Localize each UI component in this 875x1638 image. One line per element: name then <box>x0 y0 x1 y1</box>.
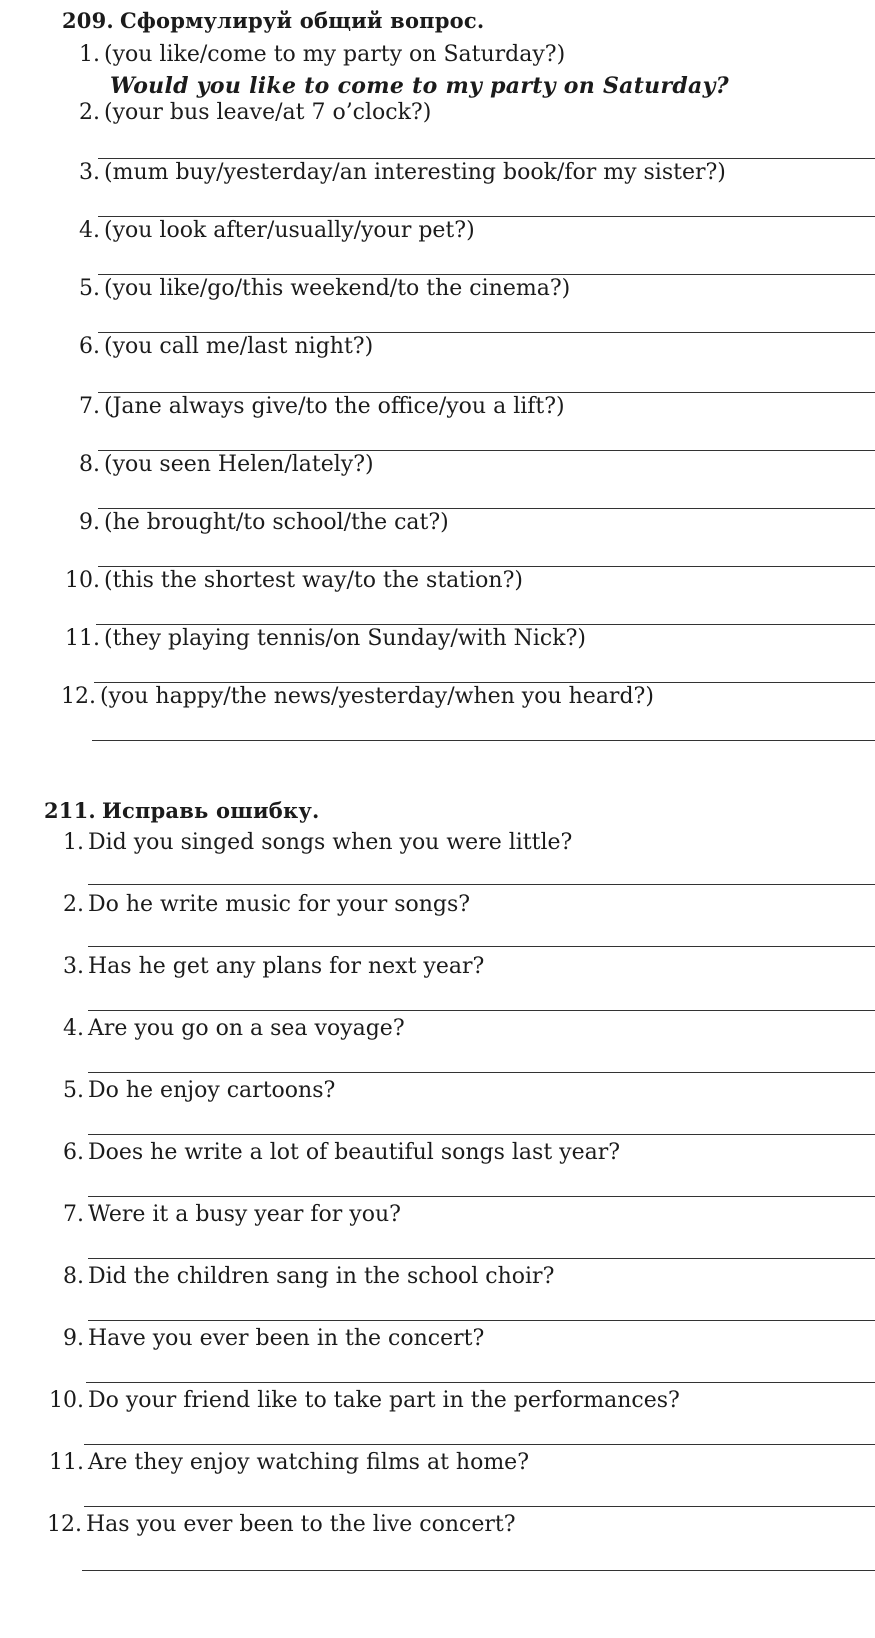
ex209-example-answer: Would you like to come to my party on Saturday? <box>110 73 729 99</box>
item-number: 6. <box>79 334 100 359</box>
ex209-answer-line-10[interactable] <box>96 624 875 625</box>
item-number: 12. <box>47 1512 82 1537</box>
ex211-answer-line-7[interactable] <box>88 1258 875 1259</box>
ex209-answer-line-9[interactable] <box>98 566 875 567</box>
ex211-answer-line-9[interactable] <box>86 1382 875 1383</box>
ex211-item-1 <box>54 830 572 856</box>
ex211-answer-line-1[interactable] <box>88 884 875 885</box>
item-text: Do he write music for your songs? <box>88 892 471 917</box>
ex211-answer-line-2[interactable] <box>88 946 875 947</box>
item-number: 9. <box>63 1326 84 1351</box>
item-text: Does he write a lot of beautiful songs last year? <box>88 1140 621 1165</box>
ex209-answer-line-8[interactable] <box>98 508 875 509</box>
item-number: 11. <box>49 1450 84 1475</box>
item-text: (mum buy/yesterday/an interesting book/for my sister?) <box>104 160 726 185</box>
ex211-item-4 <box>54 1016 405 1042</box>
ex209-item-6 <box>70 334 373 360</box>
item-text: Are they enjoy watching films at home? <box>88 1450 529 1475</box>
item-text: (your bus leave/at 7 o’clock?) <box>104 100 432 125</box>
item-number: 8. <box>79 452 100 477</box>
ex211-item-7 <box>54 1202 401 1228</box>
item-text: Do your friend like to take part in the performances? <box>88 1388 680 1413</box>
item-text: Do he enjoy cartoons? <box>88 1078 336 1103</box>
ex211-item-10 <box>34 1388 680 1414</box>
item-text: Did the children sang in the school choir? <box>88 1264 555 1289</box>
ex209-answer-line-7[interactable] <box>98 450 875 451</box>
item-number: 12. <box>61 684 96 709</box>
item-number: 2. <box>79 100 100 125</box>
item-number: 7. <box>79 394 100 419</box>
ex209-answer-line-12[interactable] <box>92 740 875 741</box>
ex209-item-9 <box>70 510 449 536</box>
exercise-209-number: 209. <box>62 8 114 33</box>
item-number: 7. <box>63 1202 84 1227</box>
exercise-211-title: Исправь ошибку. <box>101 798 320 823</box>
ex211-item-11 <box>34 1450 529 1476</box>
exercise-209-title: Сформулируй общий вопрос. <box>119 8 485 33</box>
exercise-209-heading <box>62 8 484 33</box>
ex209-answer-line-11[interactable] <box>94 682 875 683</box>
ex211-item-3 <box>54 954 484 980</box>
item-text: Were it a busy year for you? <box>88 1202 401 1227</box>
item-text: (they playing tennis/on Sunday/with Nick?) <box>104 626 586 651</box>
item-text: Has he get any plans for next year? <box>88 954 485 979</box>
ex209-item-11 <box>48 626 586 652</box>
item-number: 10. <box>65 568 100 593</box>
item-number: 8. <box>63 1264 84 1289</box>
ex209-item-7 <box>70 394 565 420</box>
ex209-item-8 <box>70 452 374 478</box>
item-text: (you like/go/this weekend/to the cinema?) <box>104 276 571 301</box>
item-number: 10. <box>49 1388 84 1413</box>
ex211-answer-line-12[interactable] <box>82 1570 875 1571</box>
ex209-item-5 <box>70 276 570 302</box>
ex211-answer-line-6[interactable] <box>88 1196 875 1197</box>
item-number: 5. <box>63 1078 84 1103</box>
item-text: (you call me/last night?) <box>104 334 374 359</box>
ex211-answer-line-3[interactable] <box>88 1010 875 1011</box>
ex211-item-9 <box>54 1326 484 1352</box>
item-text: (you happy/the news/yesterday/when you heard?) <box>100 684 654 709</box>
ex209-answer-line-3[interactable] <box>98 216 875 217</box>
ex209-item-2 <box>70 100 431 126</box>
ex211-item-12 <box>32 1512 516 1538</box>
item-number: 11. <box>65 626 100 651</box>
item-number: 3. <box>63 954 84 979</box>
item-text: (you like/come to my party on Saturday?) <box>104 42 566 67</box>
item-text: Did you singed songs when you were little? <box>88 830 573 855</box>
ex209-answer-line-2[interactable] <box>98 158 875 159</box>
item-number: 4. <box>79 218 100 243</box>
exercise-211-number: 211. <box>44 798 96 823</box>
item-number: 2. <box>63 892 84 917</box>
item-text: (you look after/usually/your pet?) <box>104 218 475 243</box>
exercise-211-heading <box>44 798 319 823</box>
item-number: 3. <box>79 160 100 185</box>
item-text: (this the shortest way/to the station?) <box>104 568 523 593</box>
ex209-item-3 <box>70 160 726 186</box>
item-number: 5. <box>79 276 100 301</box>
ex211-answer-line-10[interactable] <box>84 1444 875 1445</box>
item-number: 1. <box>63 830 84 855</box>
item-number: 4. <box>63 1016 84 1041</box>
ex209-item-12 <box>44 684 654 710</box>
ex209-item-4 <box>70 218 475 244</box>
item-text: Has you ever been to the live concert? <box>86 1512 516 1537</box>
item-text: (Jane always give/to the office/you a lift?) <box>104 394 565 419</box>
item-text: Are you go on a sea voyage? <box>88 1016 405 1041</box>
ex211-item-8 <box>54 1264 554 1290</box>
ex211-item-5 <box>54 1078 335 1104</box>
item-text: (you seen Helen/lately?) <box>104 452 374 477</box>
ex209-item-10 <box>48 568 523 594</box>
ex211-answer-line-11[interactable] <box>84 1506 875 1507</box>
ex211-item-6 <box>54 1140 620 1166</box>
ex209-item-1 <box>70 42 565 68</box>
ex209-answer-line-4[interactable] <box>98 274 875 275</box>
item-number: 9. <box>79 510 100 535</box>
item-text: Have you ever been in the concert? <box>88 1326 485 1351</box>
ex209-answer-line-6[interactable] <box>98 392 875 393</box>
ex211-answer-line-4[interactable] <box>88 1072 875 1073</box>
ex209-answer-line-5[interactable] <box>98 332 875 333</box>
item-number: 1. <box>79 42 100 67</box>
ex211-item-2 <box>54 892 470 918</box>
item-text: (he brought/to school/the cat?) <box>104 510 449 535</box>
ex211-answer-line-8[interactable] <box>88 1320 875 1321</box>
ex211-answer-line-5[interactable] <box>88 1134 875 1135</box>
item-number: 6. <box>63 1140 84 1165</box>
